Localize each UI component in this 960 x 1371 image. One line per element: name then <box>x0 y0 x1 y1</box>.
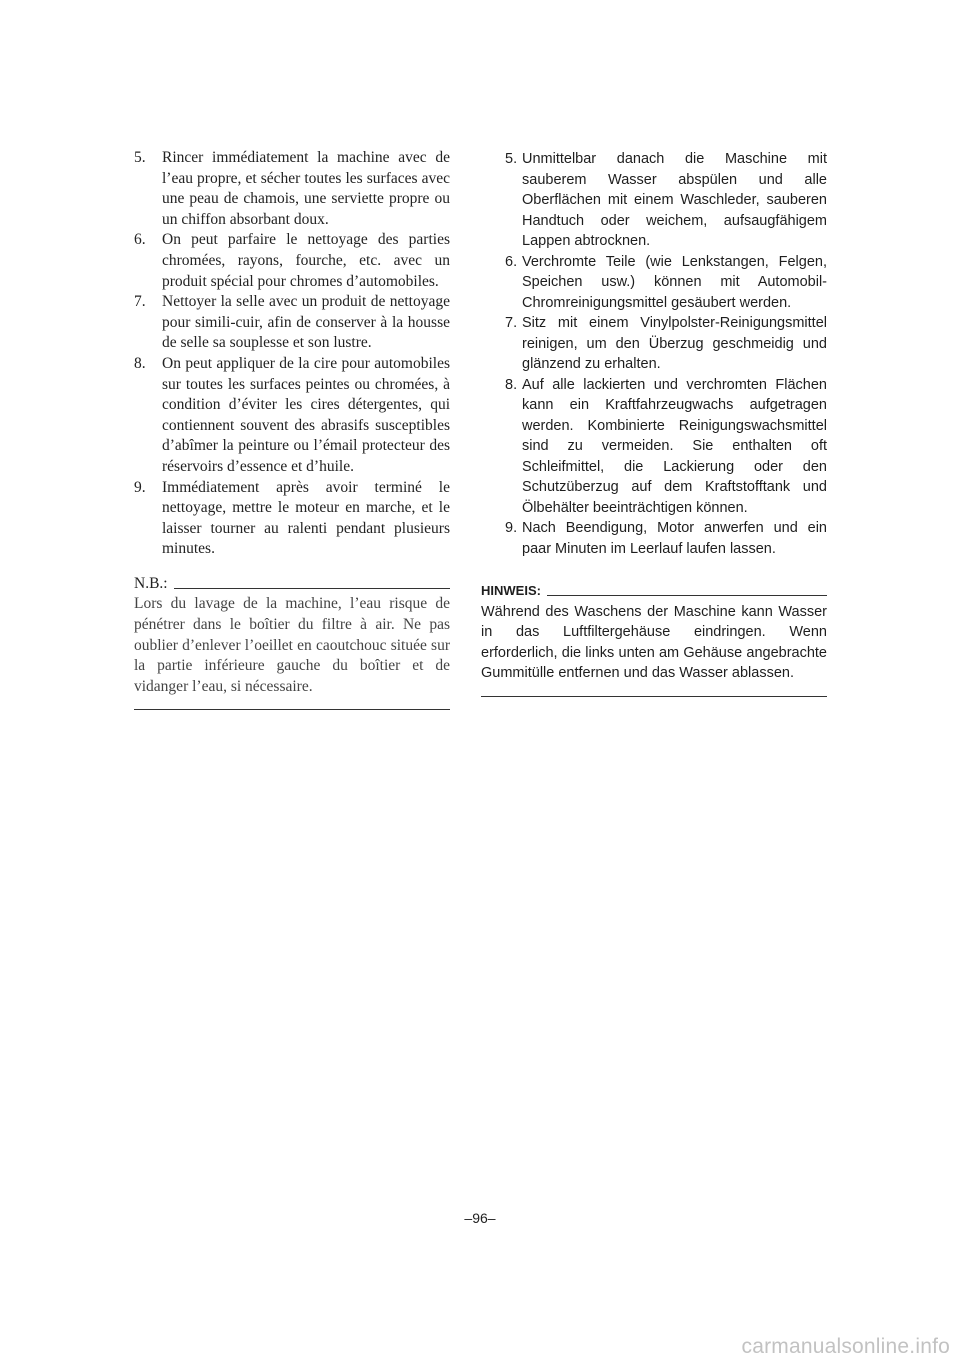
note-header <box>481 581 827 602</box>
german-column <box>481 149 827 697</box>
step-number: 9. <box>505 520 518 536</box>
step-number: 6. <box>505 253 518 270</box>
note-rule <box>174 588 450 589</box>
step-text: Immédiatement après avoir terminé le nettoyage, mettre le moteur en marche, et le laisser tourner au ralenti pendant plusieurs minutes. <box>162 478 450 558</box>
step-number: 7. <box>134 293 146 311</box>
page-number: –96– <box>464 1210 496 1226</box>
step-text: On peut parfaire le nettoyage des parties chromées, rayons, fourche, etc. avec un produit spécial pour chromes d’automobiles. <box>162 231 450 290</box>
french-step-5 <box>134 148 450 230</box>
note-label: N.B.: <box>134 574 168 592</box>
step-number: 7. <box>505 315 518 331</box>
french-step-7 <box>134 292 450 354</box>
step-text: Auf alle lackierten und verchromten Flächen kann ein Kraftfahrzeugwachs aufgetragen werden. Kombinierte Reinigungswachsmittel sind zu vermeiden. Sie enthalten oft Schleifmittel, die Lackierung oder den Schutzüberzug auf dem Kraftstofftank und Ölbehälter beeinträchtigen können. <box>522 376 827 516</box>
step-number: 8. <box>505 376 518 393</box>
step-number: 5. <box>505 151 518 167</box>
step-text: On peut appliquer de la cire pour automobiles sur toutes les surfaces peintes ou chromées, à condition d’éviter les cires détergentes, qui contiennent souvent des abrasifs susceptibles d’abîmer la peinture ou l’émail protecteur des réservoirs d’essence et d’huile. <box>162 354 450 475</box>
french-step-list <box>134 148 450 560</box>
note-label: HINWEIS: <box>481 583 541 598</box>
step-text: Sitz mit einem Vinylpolster-Reinigungsmittel reinigen, um den Überzug geschmeidig und glänzend zu erhalten. <box>522 315 827 372</box>
german-note <box>481 581 827 697</box>
step-text: Unmittelbar danach die Maschine mit sauberem Wasser abspülen und alle Oberflächen mit einem Waschleder, sauberen Handtuch oder weichem, aufsaugfähigem Lappen abtrocknen. <box>522 151 827 249</box>
step-number: 9. <box>134 478 146 496</box>
note-text: Lors du lavage de la machine, l’eau risque de pénétrer dans le boîtier du filtre à air. Ne pas oublier d’enlever l’oeillet en caoutchouc située sur la partie inférieure gauche du boîtier et de vidanger l’eau, si nécessaire. <box>134 595 450 695</box>
german-step-5 <box>481 149 827 252</box>
step-number: 8. <box>134 354 146 372</box>
note-end-rule <box>134 709 450 710</box>
step-number: 6. <box>134 231 146 249</box>
french-note <box>134 574 450 711</box>
step-text: Nach Beendigung, Motor anwerfen und ein paar Minuten im Leerlauf laufen lassen. <box>522 520 827 557</box>
german-step-8 <box>481 375 827 519</box>
french-column <box>134 148 450 710</box>
german-step-7 <box>481 313 827 375</box>
watermark: carmanualsonline.info <box>741 1335 950 1358</box>
french-step-6 <box>134 230 450 292</box>
step-text: Rincer immédiatement la machine avec de l’eau propre, et sécher toutes les surfaces avec une peau de chamois, une serviette propre ou un chiffon absorbant doux. <box>162 149 450 228</box>
step-number: 5. <box>134 149 146 166</box>
german-step-6 <box>481 252 827 314</box>
french-step-8 <box>134 354 450 478</box>
note-text: Während des Waschens der Maschine kann Wasser in das Luftfiltergehäuse eindringen. Wenn erforderlich, die links unten am Gehäuse angebrachte Gummitülle entfernen und das Wasser ablassen. <box>481 603 827 681</box>
french-step-9 <box>134 478 450 560</box>
german-step-9 <box>481 518 827 559</box>
note-rule <box>547 595 827 596</box>
step-text: Nettoyer la selle avec un produit de nettoyage pour simili-cuir, afin de conserver à la housse de selle sa souplesse et son lustre. <box>162 293 450 352</box>
german-step-list <box>481 149 827 559</box>
note-end-rule <box>481 696 827 697</box>
step-text: Verchromte Teile (wie Lenkstangen, Felgen, Speichen usw.) können mit Automobil-Chromreinigungsmittel gesäubert werden. <box>522 253 827 311</box>
note-header <box>134 574 450 595</box>
